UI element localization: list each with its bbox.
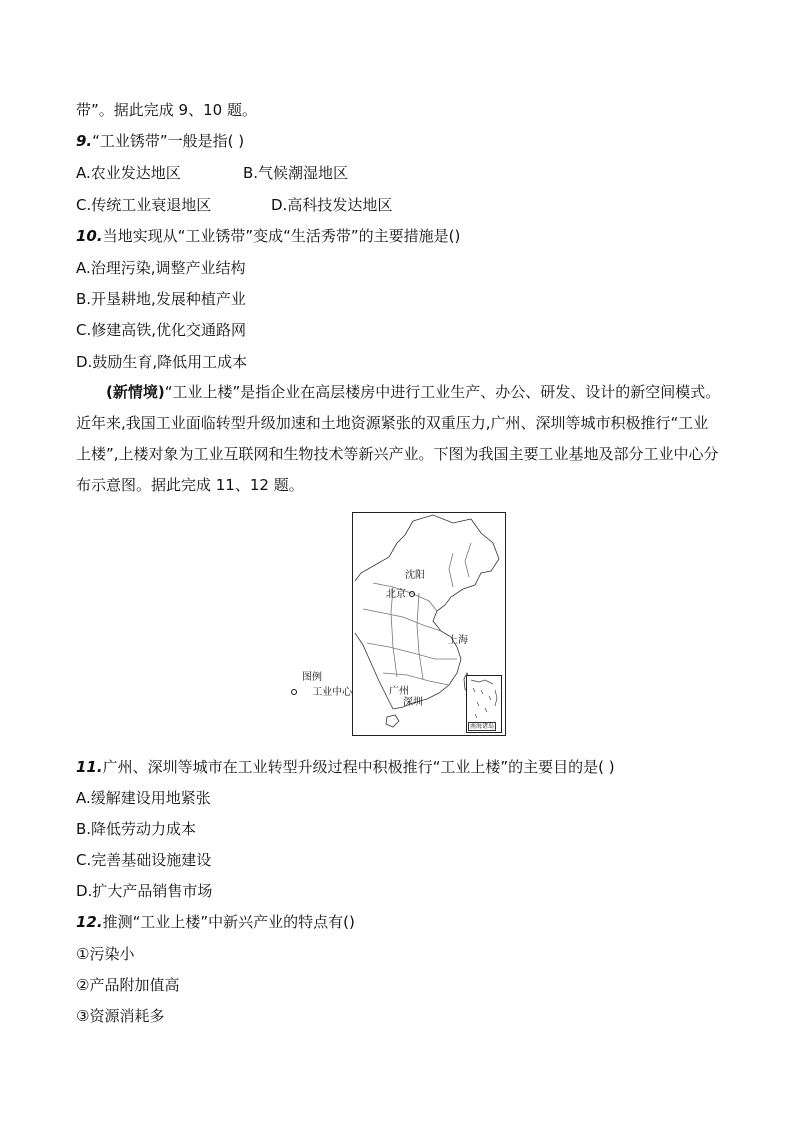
q11-option-b: B.降低劳动力成本 (76, 820, 197, 838)
passage (76, 377, 721, 501)
q12-option-3: ③资源消耗多 (76, 1007, 165, 1025)
q9-option-c: C.传统工业衰退地区 (76, 196, 212, 214)
q12-option-2: ②产品附加值高 (76, 976, 180, 994)
question-12 (76, 912, 355, 932)
q10-option-a: A.治理污染,调整产业结构 (76, 259, 246, 277)
intro-text: 带”。据此完成 9、10 题。 (76, 101, 257, 119)
city-shenyang: 沈阳 (405, 570, 425, 581)
q9-option-d: D.高科技发达地区 (271, 196, 393, 214)
question-9 (76, 131, 244, 151)
q10-option-c: C.修建高铁,优化交通路网 (76, 321, 247, 339)
passage-text: “工业上楼”是指企业在高层楼房中进行工业生产、办公、研发、设计的新空间模式。近年来,我国工业面临转型升级加速和土地资源紧张的双重压力,广州、深圳等城市积极推行“工业上楼”,上楼对象为工业互联网和生物技术等新兴产业。下图为我国主要工业基地及部分工业中心分布示意图。据此完成 11、12 题。 (76, 383, 721, 494)
city-guangzhou: 广州 (389, 686, 409, 697)
q11-option-a: A.缓解建设用地紧张 (76, 789, 211, 807)
inset-label: 南海诸岛 (470, 723, 495, 730)
question-11 (76, 757, 615, 777)
legend-item: 工业中心 (291, 687, 352, 699)
question-stem: “工业锈带”一般是指( ) (92, 132, 245, 150)
question-number: 11. (76, 758, 103, 776)
q11-option-d: D.扩大产品销售市场 (76, 882, 213, 900)
industry-center-icon (291, 689, 297, 695)
industry-center-dot (409, 591, 415, 597)
question-10 (76, 226, 460, 246)
q10-option-b: B.开垦耕地,发展种植产业 (76, 290, 246, 308)
question-number: 10. (76, 227, 103, 245)
question-stem: 当地实现从“工业锈带”变成“生活秀带”的主要措施是() (102, 227, 461, 245)
q9-option-b: B.气候潮湿地区 (243, 164, 349, 182)
legend-title: 图例 (302, 672, 322, 683)
south-china-sea-inset (466, 675, 502, 733)
question-stem: 广州、深圳等城市在工业转型升级过程中积极推行“工业上楼”的主要目的是( ) (102, 758, 615, 776)
q9-option-a: A.农业发达地区 (76, 164, 181, 182)
city-beijing: 北京 (386, 589, 415, 601)
q11-option-c: C.完善基础设施建设 (76, 851, 212, 869)
question-stem: 推测“工业上楼”中新兴产业的特点有() (102, 913, 355, 931)
city-shanghai: 上海 (448, 635, 468, 646)
q12-option-1: ①污染小 (76, 945, 135, 963)
passage-tag: (新情境) (106, 383, 165, 401)
question-number: 9. (76, 132, 93, 150)
q10-option-d: D.鼓励生育,降低用工成本 (76, 353, 248, 371)
city-shenzhen: 深圳 (403, 697, 423, 708)
question-number: 12. (76, 913, 103, 931)
